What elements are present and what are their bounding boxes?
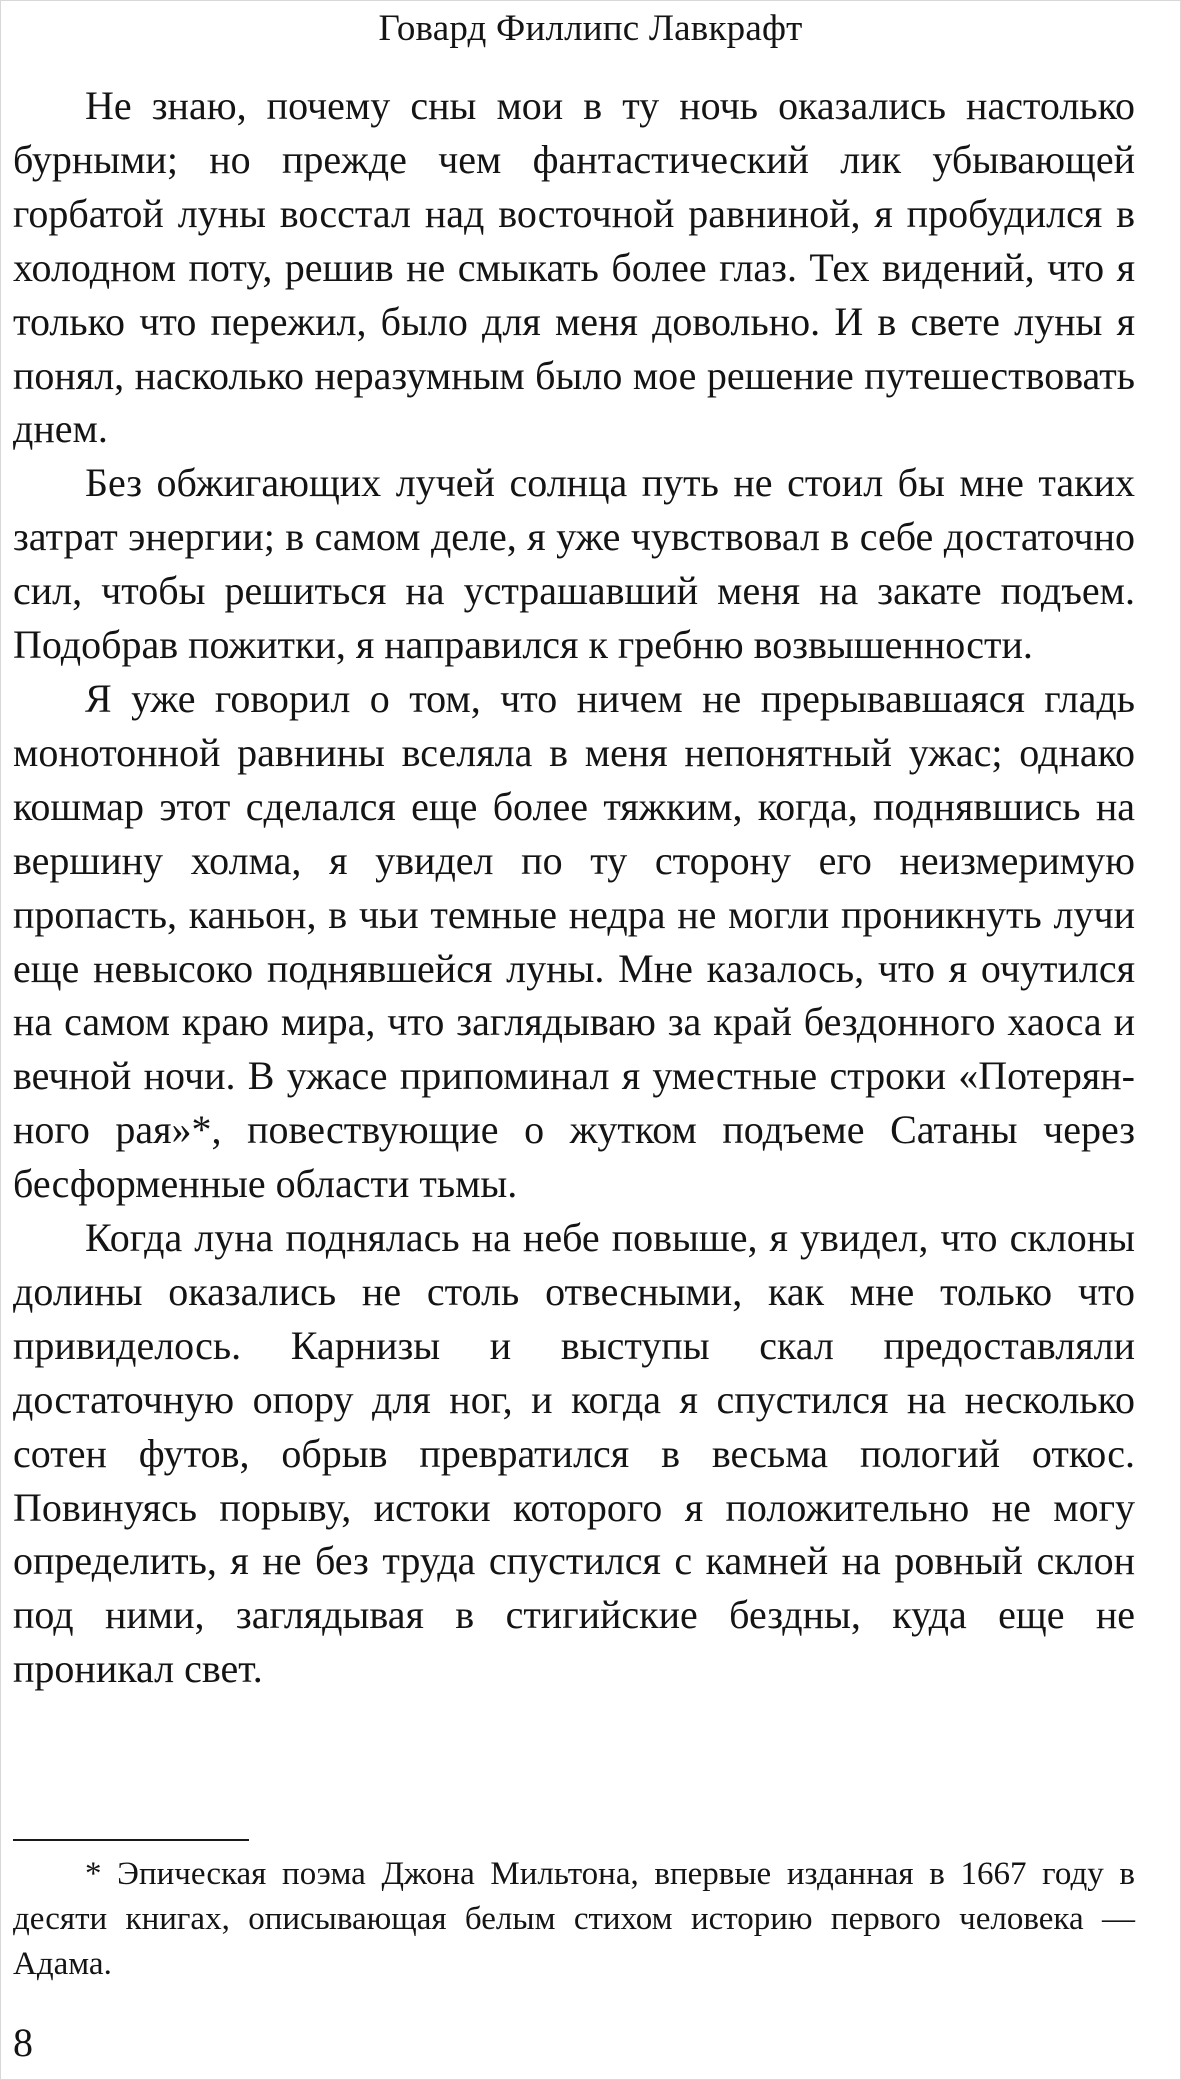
footnote-rule (13, 1839, 249, 1841)
paragraph: Без обжигающих лучей солнца путь не стоил бы мне таких затрат энергии; в самом деле, я уже чувствовал в себе достаточно сил, чтобы решиться на устрашавший меня на закате подъем. Подобрав пожитки, я направился к гребню возвышенности. (13, 460, 1135, 668)
footnote: * Эпическая поэма Джона Мильтона, впервые изданная в 1667 году в десяти книгах, описывающая белым стихом историю первого человека — Адама. (13, 1856, 1135, 1982)
paragraph: Не знаю, почему сны мои в ту ночь оказались настолько бурными; но прежде чем фантастический лик убывающей горбатой луны восстал над восточной равниной, я пробудился в холодном поту, решив не смыкать более глаз. Тех видений, что я только что пережил, было для меня довольно. И в свете луны я понял, насколько неразумным было мое решение путешествовать днем. (13, 83, 1135, 452)
page-number: 8 (13, 2020, 33, 2065)
body-text (13, 79, 1135, 1696)
paragraph: Я уже говорил о том, что ничем не прерывавшаяся гладь монотонной равнины вселяла в меня непонятный ужас; однако кошмар этот сделался еще более тяжким, когда, поднявшись на вершину холма, я увидел по ту сторону его неизмеримую пропасть, каньон, в чьи темные недра не могли проникнуть лучи еще невысоко поднявшейся луны. Мне казалось, что я очутился на самом краю мира, что заглядываю за край бездонного хаоса и вечной ночи. В ужасе припоминал я уместные строки «Потерянного рая»*, повествующие о жутком подъеме Сатаны через бесформенные области тьмы. (13, 675, 1135, 1207)
running-head: Говард Филлипс Лавкрафт (378, 8, 803, 49)
paragraph: Когда луна поднялась на небе повыше, я увидел, что склоны долины оказались не столь отвесными, как мне только что привиделось. Карнизы и выступы скал предоставляли достаточную опору для ног, и когда я спустился на несколько сотен футов, обрыв превратился в весьма пологий откос. Повинуясь порыву, истоки которого я положительно не могу определить, я не без труда спустился с камней на ровный склон под ними, заглядывая в стигийские бездны, куда еще не проникал свет. (13, 1215, 1135, 1692)
